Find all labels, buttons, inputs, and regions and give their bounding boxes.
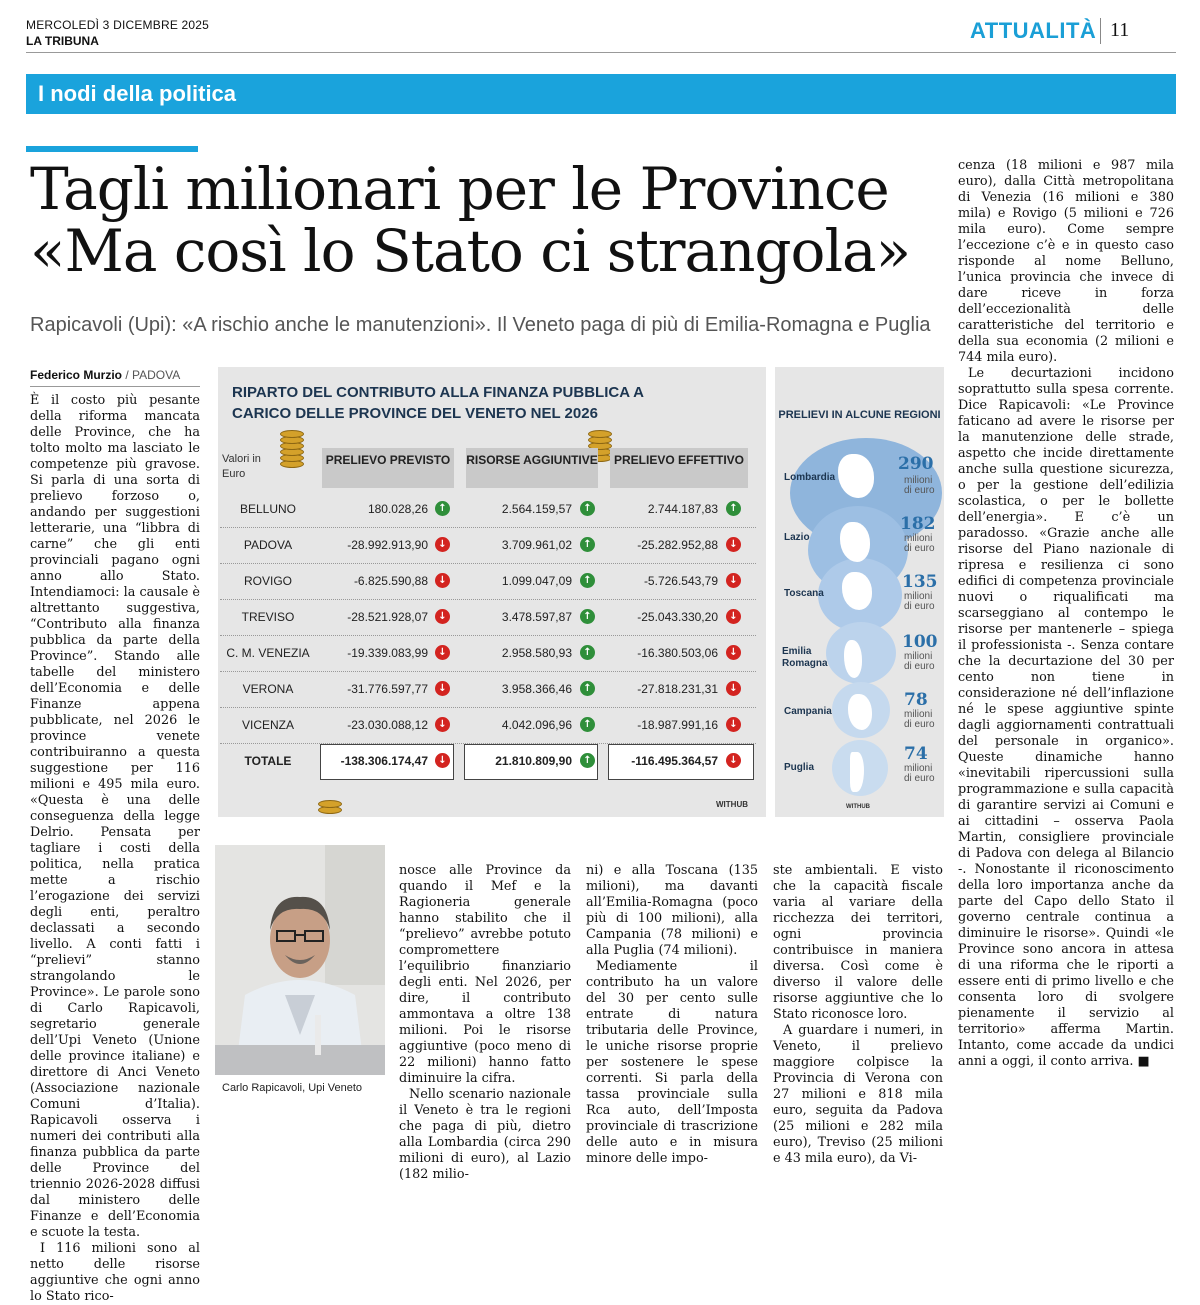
emilia-romagna-shape [844, 640, 862, 678]
units-label: Valori in Euro [222, 453, 261, 480]
arrow-up-icon: ↑ [580, 573, 595, 588]
article-column-5 [958, 158, 1174, 1070]
arrow-up-icon: ↑ [580, 501, 595, 516]
region-value-campania: 78 [904, 690, 928, 710]
effettivo-value: -18.987.991,16 [637, 718, 718, 732]
arrow-up-icon: ↑ [580, 609, 595, 624]
photo-caption: Carlo Rapicavoli, Upi Veneto [222, 1082, 363, 1094]
region-name-lombardia: Lombardia [784, 472, 836, 483]
arrow-down-icon: ↓ [435, 645, 450, 660]
arrow-down-icon: ↓ [726, 717, 741, 732]
province-name: VERONA [242, 682, 294, 696]
table-row [220, 492, 756, 528]
headline-kicker-bar [26, 146, 198, 152]
prelievo-value: -6.825.590,88 [353, 574, 428, 588]
byline-rule [30, 386, 200, 387]
column-header-risorse: RISORSE AGGIUNTIVE [466, 448, 598, 488]
arrow-down-icon: ↓ [726, 645, 741, 660]
table-row [220, 636, 756, 672]
paragraph: Nello scenario nazionale il Veneto è tra le regioni che paga di più, dietro alla Lombardia (circa 290 milioni di euro), al Lazio (182 milio- [399, 1087, 571, 1182]
article-column-1 [30, 393, 200, 1305]
risorse-value: 3.958.366,46 [501, 682, 572, 696]
region-value-puglia: 74 [904, 744, 928, 764]
arrow-down-icon: ↓ [726, 681, 741, 696]
province-name: BELLUNO [239, 502, 297, 516]
risorse-value: 3.478.597,87 [501, 610, 572, 624]
region-value-toscana: 135 [902, 572, 938, 592]
province-name: C. M. VENEZIA [226, 646, 310, 660]
arrow-down-icon: ↓ [726, 573, 741, 588]
region-value-lombardia: 290 [898, 454, 934, 474]
page-number: 11 [1110, 19, 1130, 41]
headline [30, 155, 950, 285]
column-header-prelievo: PRELIEVO PREVISTO [322, 448, 454, 488]
paragraph: Mediamente il contributo ha un valore del 30 per cento sulle entrate di natura tributaria delle Province, le uniche risorse proprie per sostenere le spese correnti. Si parla della tassa provinciale sulla Rca auto, dell’Imposta provinciale di trascrizione delle auto e in misura minore delle impo- [586, 959, 758, 1166]
prelievo-value: -28.521.928,07 [347, 610, 428, 624]
region-name-toscana: Toscana [784, 588, 824, 599]
arrow-up-icon: ↑ [580, 645, 595, 660]
arrow-up-icon: ↑ [580, 681, 595, 696]
region-value-lazio: 182 [900, 514, 936, 534]
arrow-up-icon: ↑ [435, 501, 450, 516]
province-name: PADOVA [243, 538, 293, 552]
arrow-up-icon: ↑ [580, 717, 595, 732]
arrow-down-icon: ↓ [435, 537, 450, 552]
paragraph: ni) e alla Toscana (135 milioni), ma davanti all’Emilia-Romagna (poco più di 100 milioni), alla Campania (78 milioni) e alla Puglia (74 milioni). [586, 863, 758, 958]
arrow-up-icon: ↑ [580, 753, 595, 768]
paragraph: nosce alle Province da quando il Mef e la Ragioneria generale hanno stabilito che il “prelievo” avrebbe potuto compromettere l’equilibrio finanziario degli enti. Nel 2026, per dire, il contributo ammontava a oltre 138 milioni. Poi le risorse aggiuntive (poco meno di 22 milioni) hanno fatto diminuire la cifra. [399, 863, 571, 1086]
total-effettivo: -116.495.364,57 [631, 754, 718, 768]
prelievo-value: -28.992.913,90 [347, 538, 428, 552]
region-name-puglia: Puglia [784, 762, 815, 773]
table-total-row [220, 744, 756, 780]
unit-label: milioni di euro [904, 709, 935, 730]
total-prelievo: -138.306.174,47 [340, 754, 428, 768]
risorse-value: 2.958.580,93 [501, 646, 572, 660]
coins-icon [280, 430, 310, 470]
arrow-up-icon: ↑ [580, 537, 595, 552]
total-label: TOTALE [244, 754, 292, 768]
arrow-down-icon: ↓ [435, 573, 450, 588]
headline-line-1: Tagli milionari per le Province [30, 155, 889, 223]
campania-shape [848, 694, 872, 730]
header-rule [26, 52, 1176, 53]
section-label: ATTUALITÀ [970, 18, 1097, 43]
table-row [220, 528, 756, 564]
province-name: ROVIGO [243, 574, 292, 588]
effettivo-value: -25.282.952,88 [637, 538, 718, 552]
paragraph: A guardare i numeri, in Veneto, il prelievo maggiore colpisce la Provincia di Verona con 27 milioni e 818 mila euro, seguita da Padova (25 milioni e 282 mila euro), Treviso (25 milioni e 43 mila euro), da Vi- [773, 1023, 943, 1166]
column-header-effettivo: PRELIEVO EFFETTIVO [610, 448, 748, 488]
map-title: PRELIEVI IN ALCUNE REGIONI [778, 409, 941, 421]
byline [30, 368, 180, 382]
table-row [220, 708, 756, 744]
unit-label: milioni di euro [904, 651, 935, 672]
prelievo-value: -19.339.083,99 [347, 646, 428, 660]
prelievo-value: 180.028,26 [367, 502, 428, 516]
map-credit: WITHUB [846, 804, 870, 810]
arrow-down-icon: ↓ [435, 753, 450, 768]
coins-icon [318, 800, 348, 816]
arrow-down-icon: ↓ [726, 537, 741, 552]
total-risorse: 21.810.809,90 [495, 754, 572, 768]
author-name: Federico Murzio [30, 368, 123, 382]
risorse-value: 2.564.159,57 [501, 502, 572, 516]
risorse-value: 4.042.096,96 [501, 718, 572, 732]
unit-label: milioni di euro [904, 591, 935, 612]
arrow-up-icon: ↑ [726, 501, 741, 516]
arrow-down-icon: ↓ [435, 609, 450, 624]
region-name-campania: Campania [784, 706, 832, 717]
prelievo-value: -23.030.088,12 [347, 718, 428, 732]
effettivo-value: -5.726.543,79 [643, 574, 718, 588]
region-name-lazio: Lazio [784, 532, 810, 543]
risorse-value: 3.709.961,02 [501, 538, 572, 552]
paragraph: I 116 milioni sono al netto delle risorse aggiuntive che ogni anno lo Stato rico- [30, 1241, 200, 1304]
region-value-emilia-romagna: 100 [902, 632, 938, 652]
data-table [220, 492, 756, 780]
article-column-3 [586, 863, 758, 1167]
paragraph: È il costo più pesante della riforma mancata delle Province, che ha tolto molto ma lasciato le competenze più gravose. Si parla di una sorta di prelievo forzoso o, andando per suggestioni letterarie, una “libbra di carne” che gli enti provinciali pagano ogni anno allo Stato. Intendiamoci: la causale è altrettanto suggestiva, “Contributo alla finanza pubblica da parte della Province”. Stando alle tabelle del ministero dell’Economia e delle Finanze appena pubblicate, nel 2026 le province venete contribuiranno a questa suggestione per 116 milioni e 495 mila euro. «Questa è una delle conseguenza della legge Delrio. Pensata per tagliare i costi della politica, nella pratica mette a rischio l’erogazione dei servizi degli enti, peraltro declassati a secondo livello. A conti fatti i “prelievi” stanno strangolando le Province». Le parole sono di Carlo Rapicavoli, segretario generale dell’Upi Veneto (Unione delle province italiane) e direttore di Anci Veneto (Associazione nazionale Comuni d’Italia). Rapicavoli osserva i numeri dei contributi alla finanza pubblica da parte delle Province del triennio 2026-2028 diffusi dal ministero delle Finanze e dell’Economia e scuote la testa. [30, 393, 200, 1240]
table-row [220, 672, 756, 708]
province-name: TREVISO [241, 610, 295, 624]
unit-label: milioni di euro [904, 475, 935, 496]
arrow-down-icon: ↓ [435, 681, 450, 696]
header-separator [1100, 18, 1101, 44]
topic-band-label: I nodi della politica [38, 81, 237, 106]
effettivo-value: -16.380.503,06 [637, 646, 718, 660]
region-name-emilia-romagna: Emilia Romagna [782, 646, 828, 669]
portrait-photo [215, 845, 385, 1075]
subtitle: Rapicavoli (Upi): «A rischio anche le manutenzioni». Il Veneto paga di più di Emilia-Romagna e Puglia [30, 314, 931, 336]
paragraph: ste ambientali. E visto che la capacità fiscale varia al variare della ricchezza dei territori, ogni provincia contribuisce in maniera diversa. Così come è diverso il valore delle risorse aggiuntive che lo Stato riconosce loro. [773, 863, 943, 1022]
author-location: / PADOVA [125, 368, 181, 382]
effettivo-value: -27.818.231,31 [637, 682, 718, 696]
risorse-value: 1.099.047,09 [501, 574, 572, 588]
paragraph: cenza (18 milioni e 987 mila euro), dalla Città metropolitana di Venezia (16 milioni e 380 mila) e Rovigo (5 milioni e 726 mila euro). Come sempre l’eccezione c’è e in questo caso risponde al nome Belluno, l’unica provincia che invece di dare riceve in forza dell’eccezionalità delle caratteristiche del territorio e della sua economia (2 milioni e 744 mila euro). [958, 158, 1174, 365]
portrait-illustration [215, 845, 385, 1075]
table-row [220, 600, 756, 636]
province-name: VICENZA [241, 718, 294, 732]
headline-line-2: «Ma così lo Stato ci strangola» [30, 217, 911, 285]
article-column-4 [773, 863, 943, 1167]
unit-label: milioni di euro [904, 533, 935, 554]
arrow-down-icon: ↓ [726, 753, 741, 768]
table-credit: WITHUB [716, 800, 748, 809]
effettivo-value: -25.043.330,20 [637, 610, 718, 624]
issue-date: MERCOLEDÌ 3 DICEMBRE 2025 [26, 18, 210, 32]
arrow-down-icon: ↓ [435, 717, 450, 732]
unit-label: milioni di euro [904, 763, 935, 784]
article-column-2 [399, 863, 571, 1183]
paragraph: Le decurtazioni incidono soprattutto sulla spesa corrente. Dice Rapicavoli: «Le Province faticano ad avere le risorse per la manutenzione delle strade, aspetto che incide direttamente anche sulla questione sicurezza, o per la gestione dell’edilizia scolastica, o per le bollette dell’energia». E c’è un paradosso. «Grazie anche alle risorse del Piano nazionale di ripresa e resilienza ci sono edifici di competenza provinciale nuovi o riqualificati ma scarseggiano al contempo le risorse per mantenerle – spiega il professionista -. Senza contare che la decurtazione del 30 per cento non tiene in considerazione né dell’inflazione né le spese aggiuntive spinte dagli aggiornamenti contrattuali del personale in organico». Queste dinamiche hanno «inevitabili ripercussioni sulla programmazione e sulla capacità di garantire servizi ai Comuni e ai cittadini – osserva Paola Martin, consigliere provinciale di Padova con delega al Bilancio -. Nonostante il riconoscimento della loro importanza anche da parte del Capo dello Stato il governo centrale continua a diminuire le risorse». Quindi «le Province sono ancora in attesa di una riforma che le riporti a essere enti di primo livello e che consenta loro di svolgere pienamente il servizio al territorio» afferma Martin. Intanto, come accade da undici anni a oggi, il conto arriva. ■ [958, 366, 1174, 1069]
prelievo-value: -31.776.597,77 [347, 682, 428, 696]
arrow-down-icon: ↓ [726, 609, 741, 624]
newspaper-name: LA TRIBUNA [26, 34, 99, 48]
table-row [220, 564, 756, 600]
effettivo-value: 2.744.187,83 [647, 502, 718, 516]
table-title: RIPARTO DEL CONTRIBUTO ALLA FINANZA PUBBLICA A CARICO DELLE PROVINCE DEL VENETO NEL 2026 [232, 384, 644, 422]
